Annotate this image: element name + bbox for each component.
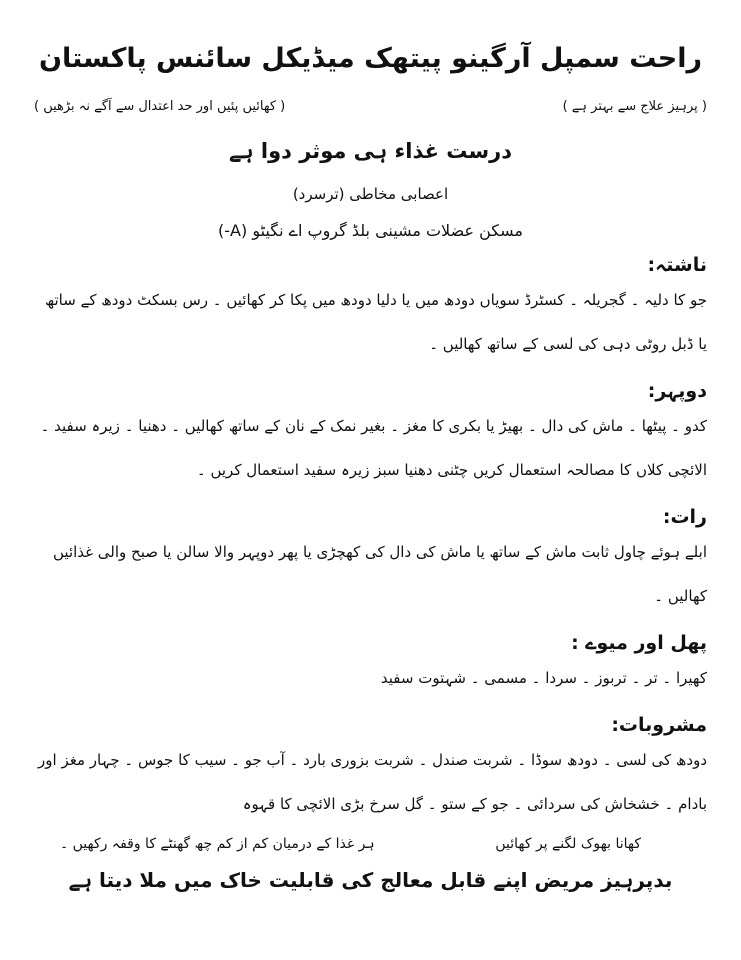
section-lunch-body: کدو ۔ پیٹھا ۔ ماش کی دال ۔ بھیڑ یا بکری کا مغز ۔ بغیر نمک کے نان کے ساتھ کھالیں ۔ دھنیا ۔ زیرہ سفید ۔ الائچی کلاں کا مصالحہ استعمال کریں چٹنی دھنیا سبز زیرہ سفید استعمال کریں ۔: [40, 416, 707, 479]
section-night: [34, 506, 707, 618]
motto-line: درست غذاء ہی موثر دوا ہے: [228, 138, 513, 163]
note-eat-when-hungry: کھانا بھوک لگنے پر کھائیں: [495, 835, 641, 852]
blood-group-line: مسکن عضلات مشینی بلڈ گروپ اے نگیٹو (A-): [218, 220, 523, 240]
section-night-body: ابلے ہوئے چاول ثابت ماش کے ساتھ یا ماش کی دال کی کھچڑی یا پھر دوپہر والا سالن یا صبح والی غذائیں کھالیں ۔: [53, 542, 707, 605]
section-beverages-body: دودھ کی لسی ۔ دودھ سوڈا ۔ شربت صندل ۔ شربت بزوری بارد ۔ آب جو ۔ سیب کا جوس ۔ چہار مغز اور بادام ۔ خشخاش کی سردائی ۔ جو کے ستو ۔ گل سرخ بڑی الائچی کا قہوہ: [38, 750, 707, 813]
section-fruits-body: کھیرا ۔ تر ۔ تربوز ۔ سردا ۔ مسمی ۔ شہتوت سفید: [380, 668, 707, 687]
subtitle-prevention: ( پرہیز علاج سے بہتر ہے ): [562, 98, 707, 114]
subtitle-moderation: ( کھائیں پئیں اور حد اعتدال سے آگے نہ بڑھیں ): [34, 98, 286, 114]
subtitle-row: [34, 98, 707, 117]
section-lunch-heading: دوپہر:: [647, 379, 707, 402]
note-six-hour-gap: ہر غذا کے درمیان کم از کم چھ گھنٹے کا وقفہ رکھیں ۔: [60, 835, 375, 852]
section-breakfast-body: جو کا دلیہ ۔ گجریلہ ۔ کسٹرڈ سویاں دودھ میں یا دلیا دودھ میں پکا کر کھائیں ۔ رس بسکٹ دودھ کے ساتھ یا ڈبل روٹی دہی کی لسی کے ساتھ کھالیں ۔: [45, 290, 707, 353]
section-beverages-heading: مشروبات:: [611, 713, 707, 736]
section-fruits: [34, 632, 707, 700]
diagnosis-line: اعصابی مخاطی (ترسرد): [292, 184, 449, 203]
section-fruits-heading: پھل اور میوے :: [571, 631, 707, 654]
section-lunch: [34, 380, 707, 492]
footer-warning: بدپرہیز مریض اپنے قابل معالج کی قابلیت خاک میں ملا دیتا ہے: [68, 867, 673, 892]
footer-notes-row: [34, 836, 707, 852]
section-night-heading: رات:: [662, 505, 707, 528]
section-beverages: [34, 714, 707, 826]
section-breakfast: [34, 254, 707, 366]
section-breakfast-heading: ناشتہ:: [647, 253, 707, 276]
page-title: راحت سمپل آرگینو پیتھک میڈیکل سائنس پاکستان: [38, 43, 703, 74]
